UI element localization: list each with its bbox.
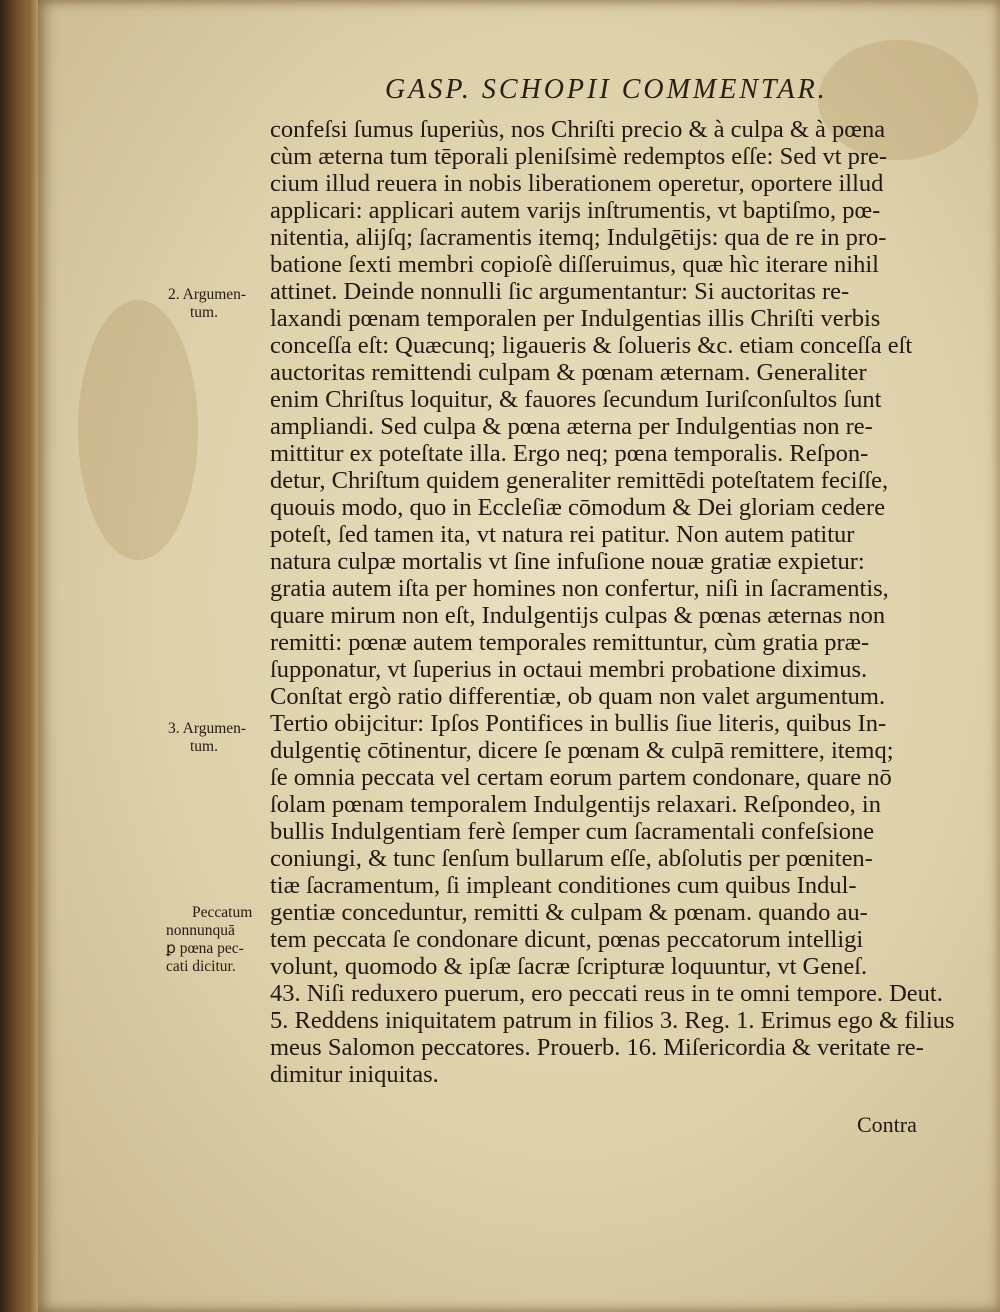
- text-line: confeſsi ſumus ſuperiùs, nos Chriſti precio & à culpa & à pœna: [270, 116, 886, 143]
- text-line: gentiæ conceduntur, remitti & culpam & pœnam. quando au-: [270, 899, 868, 926]
- book-gutter: [0, 0, 38, 1312]
- text-line: poteſt, ſed tamen ita, vt natura rei patitur. Non autem patitur: [270, 521, 855, 548]
- text-line: ampliandi. Sed culpa & pœna æterna per Indulgentias non re-: [270, 413, 873, 440]
- text-line: applicari: applicari autem varijs inſtrumentis, vt baptiſmo, pœ-: [270, 197, 881, 224]
- text-line: dulgentię cōtinentur, dicere ſe pœnam & culpā remittere, itemq;: [270, 737, 894, 764]
- text-line: tem peccata ſe condonare dicunt, pœnas peccatorum intelligi: [270, 926, 864, 953]
- text-line: gratia autem iſta per homines non confertur, niſi in ſacramentis,: [270, 575, 889, 602]
- margin-note-line: ꝑ pœna pec-: [166, 940, 244, 957]
- text-line: quare mirum non eſt, Indulgentijs culpas & pœnas æternas non: [270, 602, 886, 629]
- text-line: attinet. Deinde nonnulli ſic argumentantur: Si auctoritas re-: [270, 278, 850, 305]
- text-line: ſolam pœnam temporalem Indulgentijs relaxari. Reſpondeo, in: [270, 791, 881, 818]
- margin-note-line: tum.: [190, 304, 218, 321]
- text-line: conceſſa eſt: Quæcunq; ligaueris & ſolueris &c. etiam conceſſa eſt: [270, 332, 913, 359]
- text-line: mittitur ex poteſtate illa. Ergo neq; pœna temporalis. Reſpon-: [270, 440, 869, 467]
- text-line: Tertio obijcitur: Ipſos Pontifices in bullis ſiue literis, quibus In-: [270, 710, 887, 737]
- text-line: quouis modo, quo in Eccleſiæ cōmodum & Dei gloriam cedere: [270, 494, 886, 521]
- margin-note-line: 2. Argumen-: [168, 286, 247, 303]
- margin-note-line: nonnunquā: [166, 922, 235, 939]
- text-line: cùm æterna tum tēporali pleniſsimè redemptos eſſe: Sed vt pre-: [270, 143, 888, 170]
- running-title: GASP. SCHOPII COMMENTAR.: [385, 74, 828, 105]
- text-line: tiæ ſacramentum, ſi impleant conditiones cum quibus Indul-: [270, 872, 857, 899]
- text-line: remitti: pœnæ autem temporales remittuntur, cùm gratia præ-: [270, 629, 870, 656]
- text-line: Conſtat ergò ratio differentiæ, ob quam non valet argumentum.: [270, 683, 886, 710]
- text-line: ſe omnia peccata vel certam eorum partem condonare, quare nō: [270, 764, 892, 791]
- text-line: meus Salomon peccatores. Prouerb. 16. Miſericordia & veritate re-: [270, 1034, 924, 1061]
- text-line: ſupponatur, vt ſuperius in octaui membri probatione diximus.: [270, 656, 868, 683]
- margin-note-line: tum.: [190, 738, 218, 755]
- text-line: coniungi, & tunc ſenſum bullarum eſſe, abſolutis per pœniten-: [270, 845, 873, 872]
- margin-note-line: 3. Argumen-: [168, 720, 247, 737]
- text-line: dimitur iniquitas.: [270, 1061, 439, 1088]
- text-line: bullis Indulgentiam ferè ſemper cum ſacramentali confeſsione: [270, 818, 875, 845]
- margin-note-line: Peccatum: [192, 904, 253, 921]
- text-line: batione ſexti membri copioſè diſſeruimus, quæ hìc iterare nihil: [270, 251, 879, 278]
- text-line: volunt, quomodo & ipſæ ſacræ ſcripturæ loquuntur, vt Geneſ.: [270, 953, 868, 980]
- text-line: auctoritas remittendi culpam & pœnam æternam. Generaliter: [270, 359, 867, 386]
- text-line: 5. Reddens iniquitatem patrum in filios 3. Reg. 1. Erimus ego & filius: [270, 1007, 955, 1034]
- page-stain: [78, 300, 198, 560]
- text-line: enim Chriſtus loquitur, & fauores ſecundum Iuriſconſultos ſunt: [270, 386, 882, 413]
- text-line: 43. Niſi reduxero puerum, ero peccati reus in te omni tempore. Deut.: [270, 980, 943, 1007]
- text-line: nitentia, alijſq; ſacramentis itemq; Indulgētijs: qua de re in pro-: [270, 224, 887, 251]
- margin-note: [166, 904, 252, 976]
- margin-note-line: cati dicitur.: [166, 958, 236, 975]
- catchword: Contra: [857, 1112, 917, 1137]
- text-line: natura culpæ mortalis vt ſine infuſione nouæ gratiæ expietur:: [270, 548, 865, 575]
- text-line: laxandi pœnam temporalen per Indulgentias illis Chriſti verbis: [270, 305, 881, 332]
- text-line: detur, Chriſtum quidem generaliter remittēdi poteſtatem feciſſe,: [270, 467, 889, 494]
- margin-note: [168, 286, 246, 322]
- margin-note: [168, 720, 246, 756]
- text-line: cium illud reuera in nobis liberationem operetur, oportere illud: [270, 170, 884, 197]
